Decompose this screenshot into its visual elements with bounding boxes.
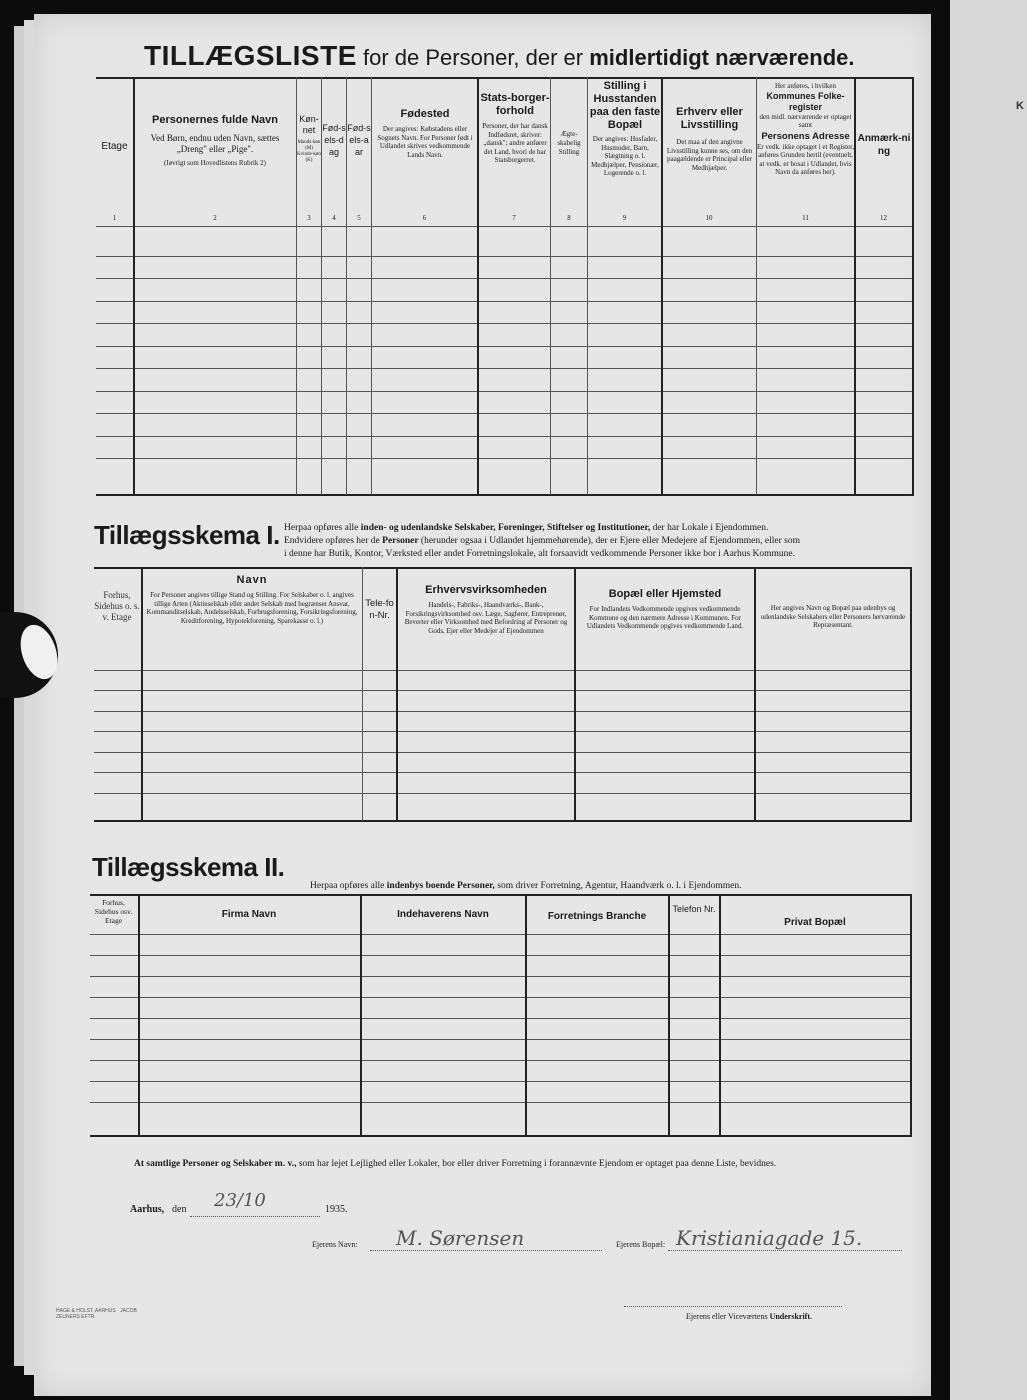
skema1-col-navn-heading: Navn — [236, 574, 268, 586]
printer-imprint: HAGE & HOLST, AARHUS · JACOB ZEUNERS EFTR. — [56, 1308, 137, 1320]
skema1-col-navn-sub: For Personer angives tillige Stand og Stilling. For Selskaber o. l. angives tillige Arten (Aktieselskab eller andet Selskab med begrænset Ansvar, Kommanditselskab, Andelsselskab, Forbrugsforening, Forsikringsforening, Kreditforening, Hypotekforening, Sparekasse o. l.) — [146, 591, 358, 625]
col-num-4: 4 — [332, 214, 336, 222]
skema2-col-telefon: Telefon Nr. — [672, 904, 716, 914]
col-adresse-sub: Er vedk. ikke optaget i et Register, anføres Grunden hertil (eventuelt, at vedk. er bosat i Udlandet, hvis Navn da anføres her). — [757, 142, 854, 176]
skema1-col-repraesentant: Her angives Navn og Bopæl paa udenbys og udenlandske Selskabers eller Personers herværende Repræsentant. — [760, 604, 906, 629]
signature-line — [624, 1306, 842, 1307]
skema1-desc1c: der har Lokale i Ejendommen. — [650, 523, 769, 533]
skema2-desc-b: indenbys boende Personer, — [386, 881, 495, 891]
col-statsborger-sub: Personer, der har dansk Indfødsret, skriver: „dansk"; andre anfører det Land, hvori de har Statsborgerret. — [482, 122, 548, 164]
col-navn-sub: Ved Børn, endnu uden Navn, sættes „Dreng" eller „Pige". — [150, 133, 280, 154]
col-num-7: 7 — [512, 214, 516, 222]
skema2-description — [310, 880, 930, 893]
page-title — [144, 40, 855, 72]
skema1-desc3: i denne har Butik, Kontor, Værksted eller andet Forretningslokale, alt forsaavidt vedkommende Personer ikke bor i Aarhus Kommune. — [284, 549, 796, 559]
footer-den: den — [172, 1204, 187, 1215]
skema1-col-etage: Forhus, Sidehus o. s. v. Etage — [94, 590, 140, 622]
signature-label — [686, 1312, 812, 1321]
col-fodested-sub: Der angives: Købstadens eller Sognets Navn. For Personer født i Udlandet skrives vedkommende Lands Navn. — [377, 125, 473, 159]
date-line — [190, 1216, 320, 1217]
skema1-description — [284, 522, 924, 561]
col-erhverv-sub: Det maa af den angivne Livsstilling kunne ses, om den paagældende er Principal eller Medhjælper. — [666, 138, 753, 172]
title-emphasis: midlertidigt nærværende. — [589, 45, 855, 70]
col-adresse — [757, 82, 854, 177]
col-fodselsaar: Fød-sels-aar — [347, 123, 371, 157]
skema1-col-erhverv-sub: Handels-, Fabriks-, Haandværks-, Bank-, Forsikringsvirksomhed osv. Læge, Sagfører, Entreprenør, Beverter eller Virksomhed med Befordring af Personer og Gods, Ejer eller Medejer af Ejendommen — [404, 601, 568, 635]
skema2-col-indehaver: Indehaverens Navn — [397, 909, 489, 920]
col-adresse-pre3: den midl. nærværende er optaget samt — [759, 112, 852, 129]
skema1-col-erhverv-heading: Erhvervsvirksomheden — [425, 584, 547, 596]
skema2-col-etage: Forhus, Sidehus osv. Etage — [94, 898, 133, 925]
col-num-9: 9 — [622, 214, 627, 222]
skema1-col-bopael — [577, 588, 753, 631]
skema1-desc2a: Endvidere opføres her de — [284, 536, 383, 546]
skema1-title: Tillægsskema I. — [94, 520, 280, 550]
date-handwritten: 23/10 — [214, 1190, 266, 1211]
col-num-6: 6 — [422, 214, 427, 222]
col-num-1: 1 — [112, 214, 117, 222]
footer-year: 1935. — [325, 1204, 348, 1215]
col-num-5: 5 — [357, 214, 361, 222]
skema1-desc1a: Herpaa opføres alle — [284, 523, 361, 533]
footer-statement-b: som har lejet Lejlighed eller Lokaler, bor eller driver Forretning i forannævnte Ejendom er optaget paa denne Liste, bevidnes. — [296, 1159, 777, 1169]
col-stilling-heading: Stilling i Husstanden paa den faste Bopæl — [589, 80, 661, 131]
skema2-col-firma: Firma Navn — [221, 909, 277, 920]
owner-name-label: Ejerens Navn: — [312, 1240, 358, 1249]
col-num-3: 3 — [307, 214, 311, 222]
col-anmaerkning: Anmærk-ning — [857, 133, 911, 157]
col-navn-sub2: (Iøvrigt som Hovedlistens Rubrik 2) — [164, 159, 266, 167]
col-adresse-heading: Personens Adresse — [761, 130, 850, 142]
col-fodested — [374, 108, 476, 159]
col-fodested-heading: Fødested — [400, 108, 450, 120]
col-fodselsdag: Fød-sels-dag — [322, 123, 346, 157]
signature-label-a: Ejerens eller Viceværtens — [686, 1312, 770, 1321]
skema2-desc-c: som driver Forretning, Agentur, Haandværk o. l. i Ejendommen. — [494, 881, 742, 891]
title-rest: for de Personer, der er — [356, 45, 590, 70]
skema2-desc-a: Herpaa opføres alle — [310, 881, 387, 891]
footer-statement-a: At samtlige Personer og Selskaber m. v., — [134, 1159, 297, 1169]
col-etage: Etage — [101, 141, 128, 152]
col-navn-heading: Personernes fulde Navn — [152, 114, 278, 126]
adjacent-page-letter: K — [1016, 100, 1024, 112]
form-page — [34, 14, 931, 1396]
col-kon-heading: Køn-net — [299, 114, 319, 135]
skema1-col-telefon: Tele-fon-Nr. — [365, 598, 394, 621]
signature-label-b: Underskrift. — [769, 1312, 813, 1321]
owner-address-handwritten: Kristianiagade 15. — [676, 1226, 863, 1250]
skema1-col-navn — [144, 574, 360, 625]
col-num-12: 12 — [880, 214, 887, 222]
col-aegteskab: Ægte-skabelig Stilling — [557, 130, 581, 156]
footer-city: Aarhus, — [130, 1204, 165, 1215]
owner-address-line — [668, 1250, 902, 1251]
col-adresse-pre: Her anføres, i hvilken — [774, 82, 837, 90]
title-main: TILLÆGSLISTE — [144, 40, 357, 71]
col-navn — [135, 114, 295, 167]
col-erhverv — [663, 106, 756, 172]
col-stilling-sub: Der angives: Husfader, Husmoder, Barn, Slægtning o. l. Medhjælper, Pensionær, Logerende o. l. — [591, 135, 659, 177]
skema1-col-bopael-heading: Bopæl eller Hjemsted — [608, 588, 722, 600]
footer-statement — [134, 1159, 914, 1169]
col-num-8: 8 — [567, 214, 571, 222]
col-num-10: 10 — [705, 214, 713, 222]
col-statsborger-heading: Stats-borger-forhold — [480, 92, 550, 117]
skema1-col-bopael-sub: For Indlandets Vedkommende opgives vedkommende Kommune og den nærmere Adresse i Kommunen. For Udlandets Vedkommende opgives vedkommende Land. — [586, 605, 744, 630]
skema2-col-branche: Forretnings Branche — [547, 911, 647, 922]
owner-address-label: Ejerens Bopæl: — [616, 1240, 666, 1249]
skema1-desc1b: inden- og udenlandske Selskaber, Foreninger, Stiftelser og Institutioner, — [360, 523, 651, 533]
adjacent-page — [950, 0, 1027, 1400]
owner-name-line — [370, 1250, 602, 1251]
skema1-desc2b: Personer — [382, 536, 419, 546]
skema1-desc2c: (herunder ogsaa i Udlandet hjemmehørende), der er Ejere eller Medejere af Ejendommen, eller som — [418, 536, 800, 546]
col-stilling — [589, 80, 661, 178]
col-adresse-pre2: Kommunes Folke-register — [766, 90, 845, 112]
skema2-col-privat-bopael: Privat Bopæl — [784, 917, 846, 928]
col-num-2: 2 — [213, 214, 217, 222]
col-erhverv-heading: Erhverv eller Livsstilling — [676, 106, 743, 131]
col-kon — [297, 114, 321, 164]
col-num-11: 11 — [802, 214, 809, 222]
skema2-title: Tillægsskema II. — [92, 852, 285, 882]
owner-name-handwritten: M. Sørensen — [396, 1226, 525, 1250]
col-kon-sub: Mands-køn (M) Kvinde-køn (K) — [297, 140, 321, 163]
col-statsborger — [480, 92, 550, 165]
skema1-col-erhverv — [399, 584, 573, 635]
